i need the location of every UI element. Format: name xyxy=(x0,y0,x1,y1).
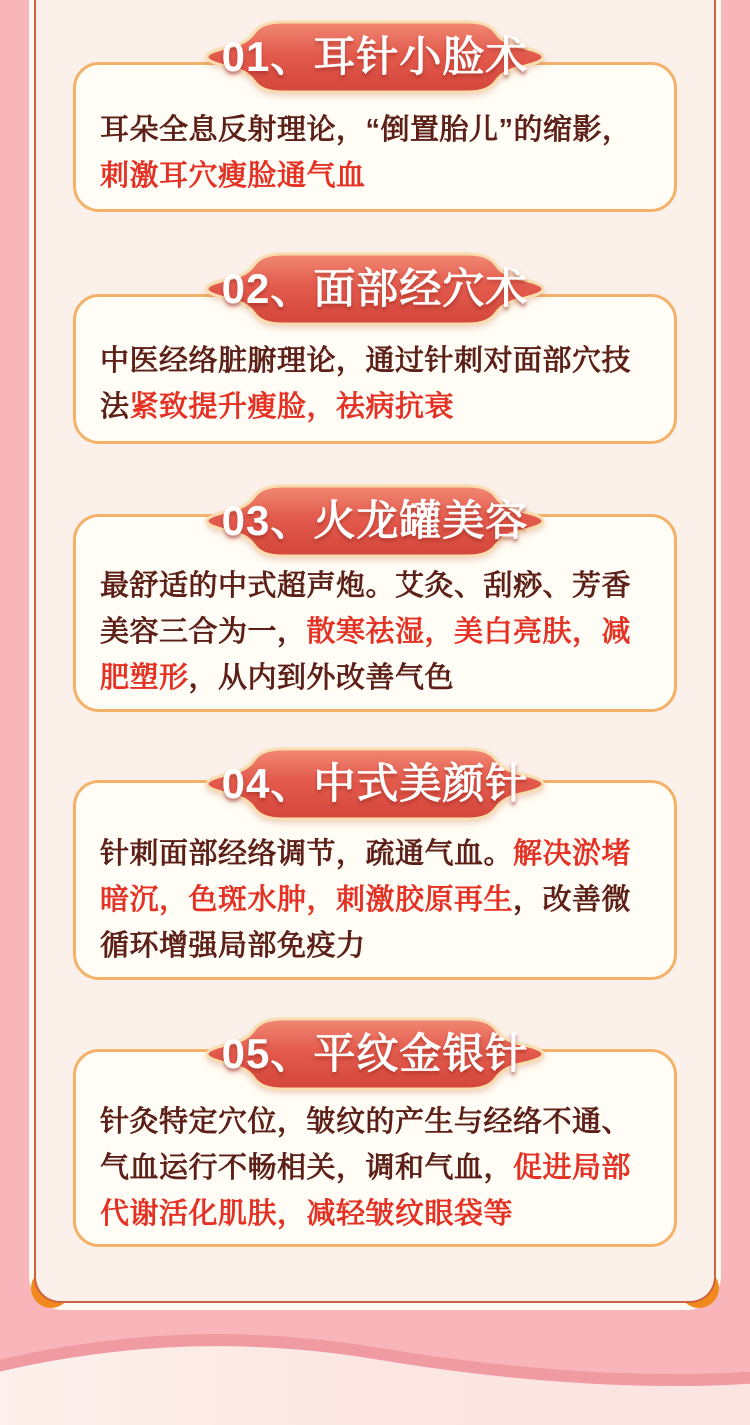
section-title: 04、中式美颜针 xyxy=(221,760,529,807)
section-title: 03、火龙罐美容 xyxy=(221,497,529,544)
body-text-highlight: 散寒祛湿，美白亮肤，减肥塑形 xyxy=(100,616,632,694)
section-badge-5 xyxy=(205,1014,545,1094)
section-body-5 xyxy=(76,1099,674,1237)
section-title: 05、平纹金银针 xyxy=(221,1030,529,1077)
body-text: ，改善微循环增强局部免疫力 xyxy=(100,884,632,962)
section-badge-4 xyxy=(205,744,545,824)
body-text: 针灸特定穴位，皱纹的产生与经络不通、气血运行不畅相关，调和气血， xyxy=(100,1106,632,1184)
body-text-highlight: 刺激耳穴瘦脸通气血 xyxy=(100,160,366,192)
section-title: 01、耳针小脸术 xyxy=(221,33,529,80)
body-text-highlight: 紧致提升瘦脸，祛病抗衰 xyxy=(129,391,455,423)
body-text-highlight: 促进局部代谢活化肌肤，减轻皱纹眼袋等 xyxy=(100,1152,632,1230)
body-text-highlight: 解决淤堵暗沉，色斑水肿，刺激胶原再生 xyxy=(100,838,632,916)
section-body-3 xyxy=(76,563,674,701)
section-badge-1 xyxy=(205,17,545,97)
section-badge-3 xyxy=(205,481,545,561)
section-body-2 xyxy=(76,338,674,430)
section-body-1 xyxy=(76,107,674,199)
body-text: 中医经络脏腑理论，通过针刺对面部穴技法 xyxy=(100,345,632,423)
body-text: 最舒适的中式超声炮。艾灸、刮痧、芳香美容三合为一， xyxy=(100,570,632,648)
wave-decoration-icon xyxy=(0,1290,750,1425)
body-text: 耳朵全息反射理论，“倒置胎儿”的缩影， xyxy=(100,114,632,146)
section-title: 02、面部经穴术 xyxy=(221,265,529,312)
body-text: 针刺面部经络调节，疏通气血。 xyxy=(100,838,514,870)
section-badge-2 xyxy=(205,249,545,329)
section-body-4 xyxy=(76,831,674,969)
body-text: ，从内到外改善气色 xyxy=(188,662,455,694)
